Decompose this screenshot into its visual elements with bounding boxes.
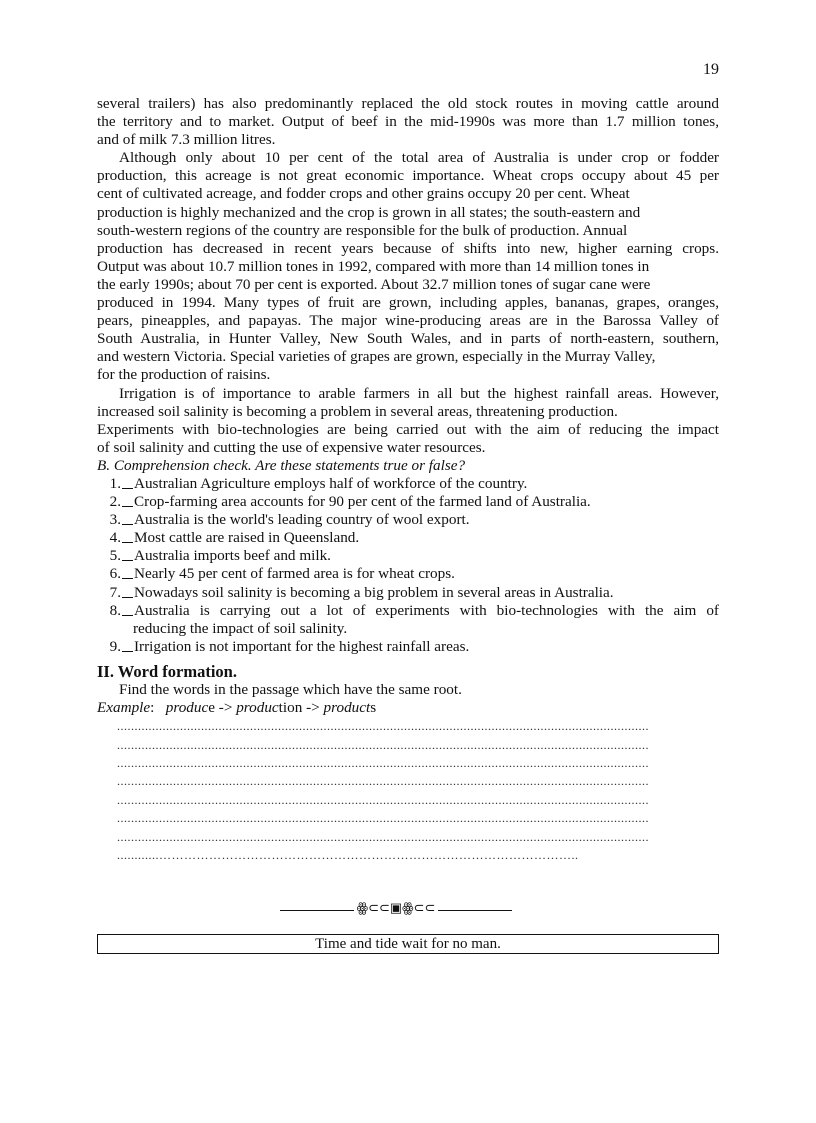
question-text: Australia is the world's leading country of wool export. [134,511,470,529]
text-line: and western Victoria. Special varieties of grapes are grown, especially in the Murray Valley, [97,348,656,366]
text-line: Output was about 10.7 million tones in 1992, compared with more than 14 million tones in [97,257,650,275]
text-line: production, this acreage is not great economic importance. Wheat crops occupy about 45 per [97,167,719,185]
text-line: Experiments with bio-technologies are being carried out with the aim of reducing the impact [97,420,719,438]
text-line: production is highly mechanized and the crop is grown in all states; the south-eastern and [97,203,641,221]
question-text: Irrigation is not important for the highest rainfall areas. [134,637,470,655]
question-item [97,493,719,511]
answer-blank[interactable] [122,547,133,561]
answer-blank[interactable] [122,529,133,543]
text-line: South Australia, in Hunter Valley, New South Wales, and in parts of north-eastern, southern, [97,330,719,348]
answer-blank[interactable] [122,475,133,489]
text-line: several trailers) has also predominantly replaced the old stock routes in moving cattle around [97,95,719,112]
question-item [97,475,719,493]
question-text: Australia is carrying out a lot of experiments with bio-technologies with the aim of [134,601,719,619]
question-number: 5. [109,547,121,565]
example-word-1-root: produc [165,699,209,717]
section-title: II. Word formation. [97,661,237,681]
divider-ornament [276,898,516,917]
example-word-3-root: product [323,699,371,717]
question-number: 1. [109,474,121,492]
paragraph-2 [97,149,719,384]
question-number: 8. [109,601,121,619]
text-line: increased soil salinity is becoming a problem in several areas, threatening production. [97,402,618,420]
text-line: Irrigation is of importance to arable farmers in all but the highest rainfall areas. However, [119,384,719,402]
question-text: Most cattle are raised in Queensland. [134,529,360,547]
answer-line[interactable]: ........................................................................................................................................................ [117,829,649,844]
example-word-3-suffix: s [370,699,377,717]
question-number: 6. [109,565,121,583]
question-number: 9. [109,637,121,655]
answer-line[interactable]: ............……………………………………………………………………………………….. [117,848,579,863]
example-line [97,699,719,717]
text-line: of soil salinity and cutting the use of expensive water resources. [97,438,486,456]
answer-blank[interactable] [122,493,133,507]
question-number: 7. [109,583,121,601]
text-line: for the production of raisins. [97,366,271,384]
ornament-rule-left [280,910,354,911]
example-separator: : [150,699,155,717]
question-number: 4. [109,529,121,547]
section-instruction: Find the words in the passage which have the same root. [119,681,462,698]
question-text: Australia imports beef and milk. [134,547,331,565]
answer-line[interactable]: ........................................................................................................................................................ [117,737,649,752]
book-ornament-icon: ꙮ⊂⊂▣ꙮ⊂⊂ [356,899,436,915]
example-arrow: -> [214,699,237,717]
example-word-2-root: produc [236,699,279,717]
answer-line[interactable]: ........................................................................................................................................................ [117,792,649,807]
example-word-2-suffix: tion [278,699,303,717]
answer-blank[interactable] [122,584,133,598]
question-text: Nearly 45 per cent of farmed area is for wheat crops. [134,565,455,583]
paragraph-1 [97,95,719,149]
question-text: Crop-farming area accounts for 90 per cent of the farmed land of Australia. [134,493,591,511]
question-item [97,547,719,565]
question-text-continued: reducing the impact of soil salinity. [133,619,348,637]
question-item [97,529,719,547]
text-line: the territory and to market. Output of beef in the mid-1990s was more than 1.7 million tones, [97,113,719,131]
paragraph-3 [97,385,719,457]
proverb-box: Time and tide wait for no man. [97,934,719,954]
answer-blank[interactable] [122,638,133,652]
question-item [97,602,719,620]
question-item [97,638,719,656]
question-text: Nowadays soil salinity is becoming a big problem in several areas in Australia. [134,583,614,601]
answer-lines [97,717,719,864]
text-line: south-western regions of the country are responsible for the bulk of production. Annual [97,221,628,239]
question-number: 2. [109,493,121,511]
question-item [97,584,719,602]
answer-line[interactable]: ........................................................................................................................................................ [117,756,649,770]
example-word-1-suffix: e [208,699,215,717]
answer-blank[interactable] [122,565,133,579]
text-line: and of milk 7.3 million litres. [97,131,276,149]
question-item [97,565,719,583]
comprehension-heading: B. Comprehension check. Are these statements true or false? [97,456,466,474]
example-arrow: -> [302,699,324,717]
answer-line[interactable]: ........................................................................................................................................................ [117,719,649,734]
question-item [97,511,719,529]
text-line: the early 1990s; about 70 per cent is exported. About 32.7 million tones of sugar cane were [97,275,651,293]
question-number: 3. [109,511,121,529]
text-line: pears, pineapples, and papayas. The major wine-producing areas are in the Barossa Valley of [97,312,719,330]
answer-line[interactable]: ........................................................................................................................................................ [117,774,649,789]
answer-blank[interactable] [122,511,133,525]
text-line: cent of cultivated acreage, and fodder crops and other grains occupy 20 per cent. Wheat [97,185,630,203]
text-line: Although only about 10 per cent of the total area of Australia is under crop or fodder [119,149,719,167]
answer-line[interactable]: ........................................................................................................................................................ [117,811,649,826]
question-list [97,475,719,656]
example-label: Example [97,699,151,717]
text-line: produced in 1994. Many types of fruit are grown, including apples, bananas, grapes, oranges, [97,294,719,312]
answer-blank[interactable] [122,602,133,616]
text-line: production has decreased in recent years because of shifts into new, higher earning crops. [97,239,719,257]
question-text: Australian Agriculture employs half of workforce of the country. [134,474,528,492]
main-text [97,95,719,864]
ornament-rule-right [438,910,512,911]
page-number: 19 [703,61,719,78]
